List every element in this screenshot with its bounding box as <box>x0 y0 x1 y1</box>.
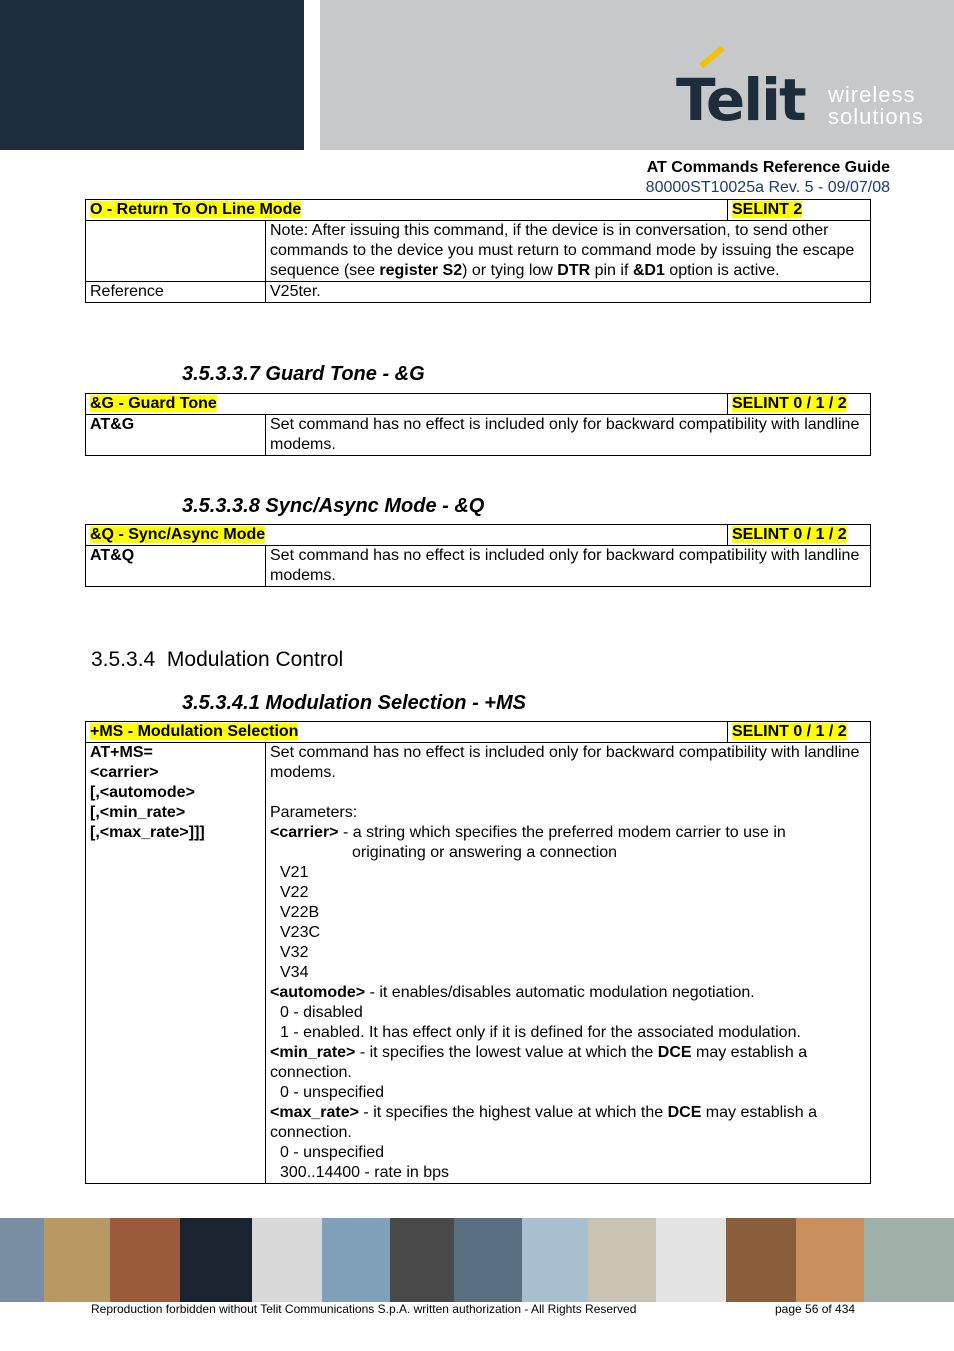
note-text: option is active. <box>664 262 780 279</box>
table-title: O - Return To On Line Mode <box>90 201 302 218</box>
param-desc: - it specifies the lowest value at which the <box>355 1044 658 1061</box>
section-number: 3.5.3.4.1 <box>182 692 260 714</box>
table-title-cell <box>86 722 728 743</box>
table-title-cell <box>86 525 728 546</box>
selint-label: SELINT 0 / 1 / 2 <box>732 395 847 412</box>
section-number: 3.5.3.3.8 <box>182 495 260 517</box>
strip-photo <box>454 1218 522 1302</box>
command-cell <box>86 743 266 1184</box>
param-name: <automode> <box>270 984 366 1001</box>
section-number: 3.5.3.3.7 <box>182 363 260 385</box>
param-value: 300..14400 - rate in bps <box>280 1164 450 1181</box>
section-heading-modulation-selection <box>182 692 526 715</box>
param-value: V34 <box>280 964 309 981</box>
param-desc-continued: originating or answering a connection <box>352 844 618 861</box>
command-line: <carrier> <box>90 764 159 781</box>
param-desc: may establish a connection. <box>270 1104 817 1141</box>
param-value: V32 <box>280 944 309 961</box>
table-title: &Q - Sync/Async Mode <box>90 526 266 543</box>
strip-photo <box>656 1218 726 1302</box>
section-heading-modulation-control <box>91 648 343 672</box>
table-return-online-mode <box>85 199 871 303</box>
logo-tagline-2: solutions <box>828 104 924 129</box>
note-d1: &D1 <box>632 262 665 279</box>
selint-cell <box>728 200 871 221</box>
param-name: <carrier> <box>270 824 339 841</box>
section-heading-sync-async <box>182 495 484 518</box>
param-name: <min_rate> <box>270 1044 356 1061</box>
description-cell <box>266 743 871 1184</box>
param-min-rate <box>270 1043 866 1083</box>
table-title-cell <box>86 394 728 415</box>
strip-photo <box>522 1218 588 1302</box>
strip-photo <box>252 1218 322 1302</box>
param-dce: DCE <box>667 1104 702 1121</box>
table-row <box>86 743 871 1184</box>
command-line: [,<min_rate> <box>90 804 186 821</box>
table-modulation-selection <box>85 721 871 1184</box>
table-title: +MS - Modulation Selection <box>90 723 299 740</box>
parameters-label: Parameters: <box>270 804 358 821</box>
param-value: V22 <box>280 884 309 901</box>
param-max-rate <box>270 1103 866 1143</box>
param-value: 0 - unspecified <box>280 1084 385 1101</box>
command-cell: AT&G <box>86 415 266 456</box>
param-desc: - it specifies the highest value at which the <box>358 1104 668 1121</box>
strip-photo <box>390 1218 454 1302</box>
note-text: ) or tying low <box>462 262 558 279</box>
description-cell: Set command has no effect is included only for backward compatibility with landline modems. <box>266 546 871 587</box>
document-revision: 80000ST10025a Rev. 5 - 09/07/08 <box>645 179 890 196</box>
note-text: Note: After issuing this command, if the device is in conversation, to send other commands to the device you must return to command mode by issuing the escape sequence (see <box>270 222 855 279</box>
param-desc: may establish a connection. <box>270 1044 808 1081</box>
command-line: [,<automode> <box>90 784 195 801</box>
table-header-row <box>86 525 871 546</box>
table-sync-async <box>85 524 871 587</box>
table-row <box>86 415 871 456</box>
selint-label: SELINT 2 <box>732 201 803 218</box>
param-desc: - it enables/disables automatic modulation negotiation. <box>365 984 755 1001</box>
table-guard-tone <box>85 393 871 456</box>
strip-photo <box>726 1218 796 1302</box>
table-header-row <box>86 200 871 221</box>
logo-tagline-1: wireless <box>828 82 916 107</box>
table-row <box>86 282 871 303</box>
selint-cell <box>728 525 871 546</box>
selint-cell <box>728 394 871 415</box>
description-cell: Set command has no effect is included only for backward compatibility with landline modems. <box>266 415 871 456</box>
table-title-cell <box>86 200 728 221</box>
strip-photo <box>322 1218 390 1302</box>
section-number: 3.5.3.4 <box>91 648 156 671</box>
param-value: V22B <box>280 904 320 921</box>
table-header-row <box>86 394 871 415</box>
table-header-row <box>86 722 871 743</box>
note-register: register S2 <box>379 262 463 279</box>
footer-copyright: Reproduction forbidden without Telit Communications S.p.A. written authorization - All Rights Reserved <box>91 1302 637 1316</box>
section-title: Sync/Async Mode - &Q <box>265 495 485 517</box>
footer-page-number: page 56 of 434 <box>775 1302 856 1316</box>
description-cell <box>266 221 871 282</box>
table-title: &G - Guard Tone <box>90 395 217 412</box>
logo-word: Telit <box>676 66 805 134</box>
section-title: Modulation Control <box>166 648 344 671</box>
table-row <box>86 221 871 282</box>
selint-cell <box>728 722 871 743</box>
strip-photo <box>110 1218 180 1302</box>
strip-photo <box>588 1218 656 1302</box>
command-cell <box>86 221 266 282</box>
table-row <box>86 546 871 587</box>
section-title: Guard Tone - &G <box>265 363 425 385</box>
description-text: Set command has no effect is included only for backward compatibility with landline modems. <box>270 744 860 781</box>
section-title: Modulation Selection - +MS <box>265 692 526 714</box>
strip-photo <box>864 1218 954 1302</box>
param-carrier <box>270 823 866 843</box>
param-value: V23C <box>280 924 321 941</box>
selint-label: SELINT 0 / 1 / 2 <box>732 723 847 740</box>
strip-photo <box>0 1218 44 1302</box>
strip-photo <box>44 1218 110 1302</box>
note-text: pin if <box>590 262 633 279</box>
header-dark-block <box>0 0 304 150</box>
reference-label: Reference <box>86 282 266 303</box>
param-desc: - a string which specifies the preferred modem carrier to use in <box>338 824 786 841</box>
param-name: <max_rate> <box>270 1104 359 1121</box>
selint-label: SELINT 0 / 1 / 2 <box>732 526 847 543</box>
command-line: [,<max_rate>]]] <box>90 824 205 841</box>
note-dtr: DTR <box>557 262 591 279</box>
param-value: 1 - enabled. It has effect only if it is defined for the associated modulation. <box>280 1024 801 1041</box>
document-title: AT Commands Reference Guide <box>646 159 890 176</box>
footer-photo-strip <box>0 1218 954 1302</box>
command-cell: AT&Q <box>86 546 266 587</box>
param-automode <box>270 983 866 1003</box>
strip-photo <box>796 1218 864 1302</box>
param-dce: DCE <box>657 1044 692 1061</box>
command-line: AT+MS= <box>90 744 153 761</box>
strip-photo <box>180 1218 252 1302</box>
param-value: 0 - disabled <box>280 1004 363 1021</box>
reference-value: V25ter. <box>266 282 871 303</box>
section-heading-guard-tone <box>182 363 425 386</box>
param-value: V21 <box>280 864 309 881</box>
param-value: 0 - unspecified <box>280 1144 385 1161</box>
